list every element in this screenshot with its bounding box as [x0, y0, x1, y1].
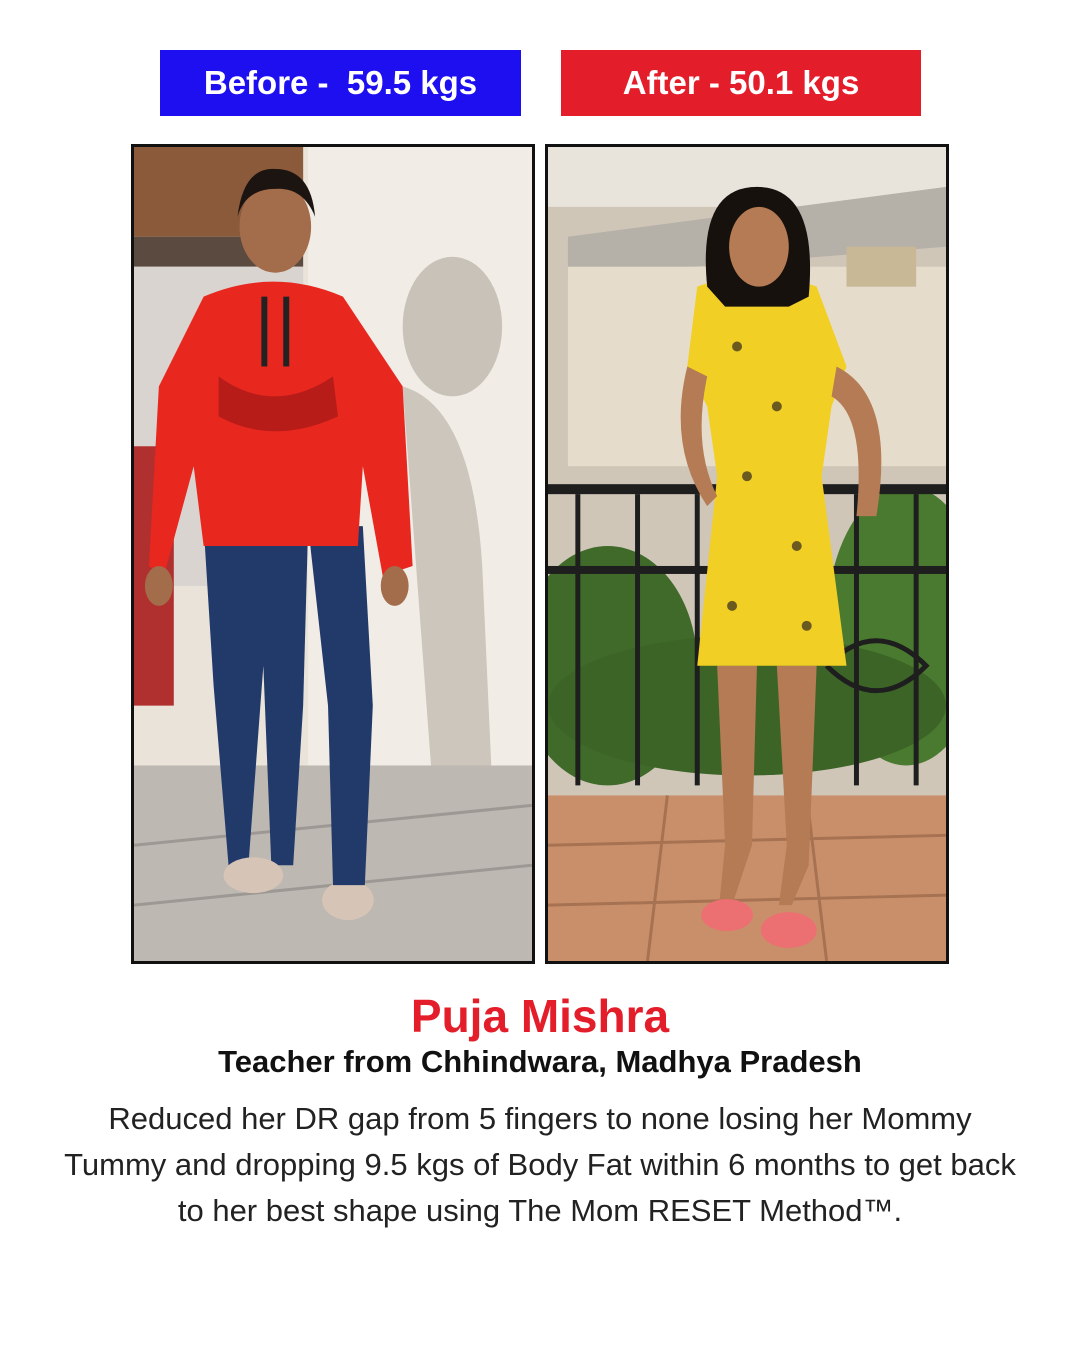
before-photo: [131, 144, 535, 964]
person-name: Puja Mishra: [410, 990, 670, 1042]
after-weight-label: After - 50.1 kgs: [561, 50, 921, 116]
before-weight-label: Before - 59.5 kgs: [160, 50, 521, 116]
before-photo-illustration: [134, 147, 532, 961]
person-occupation: Teacher from Chhindwara, Madhya Pradesh: [218, 1044, 862, 1079]
transformation-description: Reduced her DR gap from 5 fingers to none losing her Mommy Tummy and dropping 9.5 kgs of Body Fat within 6 months to get back to her best shape using The Mom RESET Method™.: [64, 1101, 1016, 1228]
after-photo: [545, 144, 949, 964]
after-photo-illustration: [548, 147, 946, 961]
